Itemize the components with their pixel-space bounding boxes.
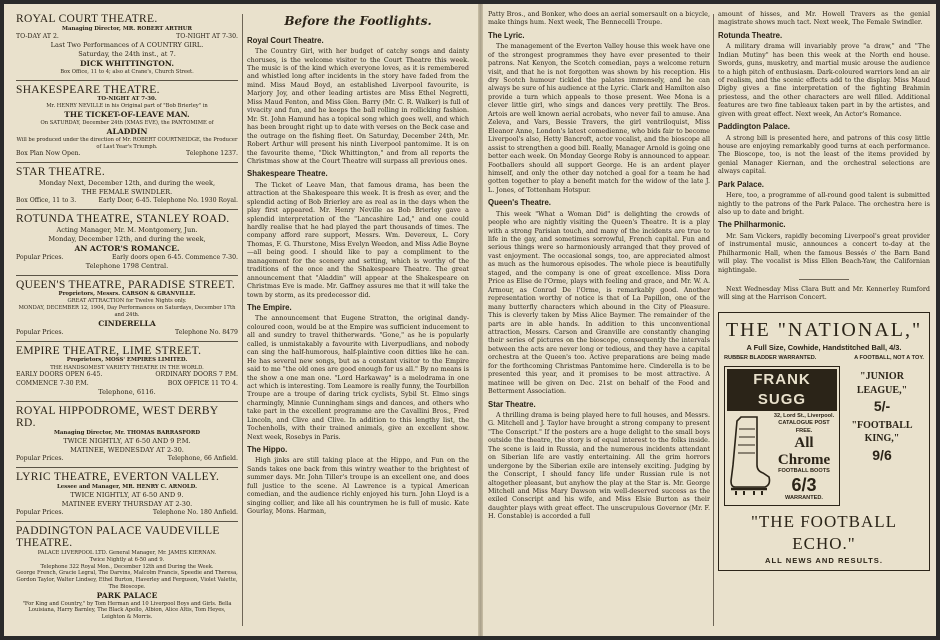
advert-line: Mr. HENRY NEVILLE in his Original part of "Bob Brierley" in [46,103,208,110]
advert-row-left: Popular Prices. [16,454,64,462]
advert-line: Managing Director, Mr. THOMAS BARRASFORD [53,429,201,436]
theatre-advert [16,402,238,468]
advert-line: Twice Nightly at 6-50 and 9. [89,556,165,563]
advert-line: Box Office, 11 to 4; also at Crane's, Church Street. [60,68,194,75]
review-heading: Shakespeare Theatre. [247,169,328,179]
advert-line: CINDERELLA [98,318,156,328]
theatre-name: ROYAL HIPPODROME, WEST DERBY RD. [16,404,219,430]
advert-line: DICK WHITTINGTON. [79,58,175,68]
page-fold [478,4,483,636]
review-heading: Rotunda Theatre. [718,30,783,40]
theatre-name: PADDINGTON PALACE VAUDEVILLE THEATRE. [16,524,220,550]
theatre-advert [16,81,238,164]
advert-row-right: Telephone No. 180 Anfield. [152,508,238,516]
advert-line: Managing Director, MR. ROBERT ARTHUR [62,25,192,32]
advert-chrome: All Chrome [777,435,831,468]
theatre-name: LYRIC THEATRE, EVERTON VALLEY. [16,470,220,483]
advert-line: MATINEE, WEDNESDAY AT 2-30. [70,445,184,454]
review-heading: Star Theatre. [488,399,536,409]
section-separator [799,279,849,280]
review-heading: The Lyric. [488,30,525,40]
advert-line: Saturday, the 24th inst., at 7. [78,49,176,58]
review-heading: The Hippo. [247,445,288,455]
advert-not-toy: A FOOTBALL, NOT A TOY. [854,355,924,362]
junior-league-price: 5/- [873,397,891,414]
advert-line: George French, Gracie Legral, The Darvins, Malcolm Francis, Speedie and Theresa, Gordon Taylor, Walter Lindsey, Ethel Burton, Haverley and Ferguson, Violet Valette, The Bioscope. [16,570,238,590]
advert-row-right: TO-NIGHT AT 7-30. [176,32,238,40]
advert-line: PALACE LIVERPOOL LTD. General Manager, Mr. JAMES KIERNAN. [37,550,217,556]
review-heading: Park Palace. [718,179,764,189]
advert-row-left: Popular Prices. [16,508,64,516]
advert-row-left: COMMENCE 7-30 P.M. [16,379,89,387]
frank-sugg-info [771,413,837,503]
advert-line: THE FEMALE SWINDLER. [81,188,173,197]
theatre-advert [16,522,238,625]
advert-line: Lessee and Manager, MR. HENRY C. ARNOLD. [56,483,198,490]
review-paragraph: This week "What a Woman Did" is delighting the crowds of people who are nightly visiting the Queen's Theatre. It is a play with a strong Parisian touch, and many of the incidents are true to life in the gay, and sometimes sorrowful, French capital. Fun and serious things were so harmoniously arranged that they proved of vast enjoyment. The occasional songs, too, are appreciated almost as much as the humorous episodes. The whole piece is beautifully staged, and the company is one of great excellence. Miss Dora Price as Elise de l'Orme, plays with feeling and grace, and Mr. W. A. Armour, as Conrad De l'Orme, is remarkably good. Another representation worthy of notice is that of La Papillon, one of the many butterfly characters which abound in the City of Pleasure. This is cleverly taken by Miss Alice Baymer. The remainder of the parts are in able hands. In addition to this unconventional attraction, Messrs. Carson and Granville are constantly changing their series of pictures on the bioscope, consequently the intervals between the acts are never long or tedious, and they have a capital orchestra at the Queen's too. Active preparations are being made for the forthcoming Christmas Pantomime here. Cinderella is to be presented this year, and it promises to be most attractive. A matinee will be given on Dec. 21st on behalf of the Food and Betterment Association. [488,209,710,396]
review-paragraph: The Ticket of Leave Man, that famous drama, has been the attraction at the Shakespeare this week. It is fresh as ever, and the splendid acting of Bob Brierley are as real as in the days when the play first appeared. Mr. Henry Neville as Bob Brierley gave a splendid interpretation of the "Lancashire Lad," and one could hardly realise that he had played the part thousands of times. The company afford rare support, Messrs. Wm. Devereux, L. Cory Thomas, F. G. Thurstone, Miss Evelyn Weedon, and Miss Adie Boyne—all being good. I should like to pay a compliment to the management for the scenery and setting, which is worthy of the traditions of the once and the Shakespeare Theatre. The great announcement that "Aladdin" will appear at the Shakespeare on Christmas Eve is made. Mr. Gaffney assures me that it will take the town by storm, as its predecessor did. [247,180,469,299]
continued-paragraph: Patty Bros., and Bonker, who does an aerial somersault on a bicycle, make things hum. Next week, The Bennecelli Troupe. [488,10,710,27]
frank-sugg-panel [724,366,840,505]
advert-row-right: BOX OFFICE 11 TO 4. [167,379,238,387]
review-heading: Royal Court Theatre. [247,35,324,45]
advert-line: THE HANDSOMEST VARIETY THEATRE IN THE WORLD. [50,364,204,371]
advert-national-title: THE "NATIONAL," [725,318,923,341]
advert-line: PARK PALACE [96,590,158,600]
advert-row-left: Box Office, 11 to 3. [16,196,77,204]
advert-line: Monday Next, December 12th, and during the week, [38,179,216,188]
advert-line: TO-NIGHT AT 7-30. [97,96,157,103]
theatre-listings-column [16,10,238,630]
football-king-label: "FOOTBALL KING," [851,420,913,445]
advert-line: Proprietors, MOSS' EMPIRES LIMITED. [66,357,188,364]
review-paragraph: A strong bill is presented here, and patrons of this cosy little house are enjoying remarkably good turns at each performance. The Bioscope, too, is not the least of the items provided by genial Manager Kiernan, and the orchestral selections are always capital. [718,133,930,176]
concert-note: Next Wednesday Miss Clara Butt and Mr. Kennerley Rumford will sing at the Harrison Concert. [718,285,930,302]
theatre-advert [16,276,238,342]
advert-guarantee-row [724,355,924,362]
advert-row-left: Popular Prices. [16,328,64,336]
theatre-name: EMPIRE THEATRE, LIME STREET. [16,344,202,357]
advert-line: MONDAY, DECEMBER 12, 1904, Day Performances on Saturdays, December 17th and 24th. [18,305,236,318]
theatre-advert [16,210,238,276]
frank-sugg-banner: FRANK SUGG [727,369,837,411]
advert-line: Will be produced under the direction of Mr. ROBERT COURTNEIDGE, the Producer of Last Year's Triumph. [16,136,238,150]
advert-line: On SATURDAY, December 24th (XMAS EVE), the PANTOMIME of [40,120,214,127]
theatre-advert [16,342,238,402]
football-boot-icon [727,413,771,497]
advert-row [16,455,238,463]
advert-line: THE TICKET-OF-LEAVE MAN. [64,110,190,120]
advert-row-left: Popular Prices. [16,253,64,261]
advert-line: Telephone 1798 Central. [85,261,169,270]
review-paragraph: The management of the Everton Valley house this week have one of the strongest programmes they have ever presented to their patrons. Nat Kenyon, the Scotch comedian, pays a welcome return visit, and that he is not forgotten was shown by his reception. His dry Scotch humour tickled the palates immensely, and he can always be sure of his audience at the Lyric. Clark and Hamilton also provide a turn which appeals to those present. Wee Mona is a clever little girl, who sings and dances very prettily. The Bros. Artois are well known aerial acrobats, who never fail to amuse. Ana Zeleva, and Vars, Bessie Travers, the girl ventriloquist, Miss Eleanor Anne, London's latest comedienne, who bids fair to become Liverpool's also, Hetty Bancroft, actor vocalist, and the bioscope all assist to strengthen a good bill. Really, Manager Arnold is going one better each week. On Monday George Roby is announced to appear. Footballers should all support George. He is an ardent player himself, and only the other day notched a goal for a team he had gotten together to play a benefit match for the widow of the late J. L. Jones, of Tottenham Hotspur. [488,42,710,194]
advert-line: Monday, December 12th, and during the week, [48,234,206,243]
advert-row [16,33,238,41]
advert-line: Telephone 322 Royal Mon., December 12th and During the Week. [40,563,214,570]
theatre-advert [16,10,238,81]
review-heading: The Philharmonic. [718,220,786,230]
theatre-advert [16,163,238,210]
reviews-column-1 [247,10,469,630]
ball-prices [840,366,924,505]
advert-line: Acting Manager, Mr. M. Montgomery, Jun. [56,225,198,234]
theatre-name: ROTUNDA THEATRE, STANLEY ROAD. [16,213,230,226]
theatre-advert [16,468,238,522]
review-heading: Paddington Palace. [718,122,790,132]
advert-row-right: Telephone, 66 Anfield. [167,454,238,462]
advert-line: Telephone, 6116. [98,387,156,396]
advert-row-left: EARLY DOORS OPEN 6-45. [16,371,103,379]
frank-sugg-body [727,413,837,503]
football-king-price: 9/6 [872,446,892,463]
advert-line: AN ACTOR'S ROMANCE. [74,243,180,253]
advert-line: TWICE NIGHTLY, AT 6-50 AND 9. [70,490,184,499]
review-heading: Queen's Theatre. [488,198,551,208]
advert-row-right: Telephone No. 8479 [175,328,238,336]
advert-warranted: RUBBER BLADDER WARRANTED. [724,355,817,362]
advert-row-right: ORDINARY DOORS 7 P.M. [155,371,238,379]
review-paragraph: The announcement that Eugene Stratton, the original dandy-coloured coon, would be at the Empire was sufficient inducement to all and sundry to travel thitherwards. "Gone," as he is popularly called, is unmistakably a favourite with Liverpudlians, and nobody can sing the half-humorous, half-plaintive coon ditties like he can. He has several new songs, but as a constant visitor to the Empire said to me "the old ones are good enough for us all." By no means is the show a one man one. "Lord Harkaway" is a melodrama in one act which is interesting. Tom Leamore is really funny, the Tourbillon Troupe are a troupe of daring trick cyclists, Sybil St. Elmo sings charmingly, Minnie Cunningham sings and dances, and others who take part in the excellent programme are the Cavallini Bros., Fred Lincoln, and Clive and Clive. In addition to this lengthy list, the Tochenholls, with their trained animals, give an excellent show. Next week, Rosebys in Paris. [247,314,469,441]
review-paragraph: Mr. Sam Vickers, rapidly becoming Liverpool's great provider of instrumental music, announces a concert to-day at the Philharmonic Hall, when the famous Bessés o' the Barn Band will play. The vocalist is Miss Ellen Beach-Yaw, the Californian nightingale. [718,231,930,274]
junior-league-label: "JUNIOR LEAGUE," [856,371,908,396]
review-paragraph: A military drama will invariably prove "a draw," and "The Indian Mutiny" has been this week at the North end house. Swords, guns, musketry, and martial music arouse the audience to a high pitch of enthusiasm. Dark-coloured warriors lend an air of realism, and the scenic effects add to the display. Miss Maud Digby gives a fine interpretation of the fighting Brahmin priestess, and the other characters are well filled. Additional features are two fine tableaux taken part in by the artistes, and given with great effect. Next week, An Actor's Romance. [718,42,930,118]
review-paragraph: The Country Girl, with her budget of catchy songs and dainty choruses, is the welcome visitor to the Court Theatre this week. The music is of the kind which everyone loves, as it is remembered and whistled long after incidents in the story have faded from the mind. Miss Maud Boyd, an established Liverpool favourite, is Marjory Joy, and other leading artistes are Miss Ethel Negretti, Miss Maud Fenton, and Miss Glen. Barry (Mr. C. R. Walker) is full of vivacity and fun, and he keeps the ball rolling in rollicking fashion. Mr. St. John Hamund has a topical song which goes well, and which has been brought right up to date with verses on the Beck case and the outrage on the fishing fleet. On Saturday, December 24th, Mr. Robert Arthur will present his ninth Liverpool pantomime. It is on the favourite theme, "Dick Whittington," and from all reports the Christmas show at the Court Theatre will surpass all previous ones. [247,47,469,165]
advert-row [16,254,238,262]
advert-line: Proprietors, Messrs. CARSON & GRANVILLE. [58,291,196,298]
frank-sugg-box [724,366,924,505]
advert-line: Last Two Performances of A COUNTRY GIRL. [50,40,204,49]
advert-line: MATINEE EVERY THURSDAY AT 2-30. [61,499,193,508]
football-advert [718,312,930,571]
advert-row-right: Telephone 1237. [186,150,238,158]
advert-line: TWICE NIGHTLY, AT 6-50 AND 9 P.M. [63,437,191,446]
advert-row [16,150,238,158]
review-heading: The Empire. [247,303,292,313]
advert-warranted-2: WARRANTED. [785,495,823,502]
advert-boots: FOOTBALL BOOTS [778,468,830,475]
advert-line: ALADDIN [106,126,148,136]
theatre-name: ROYAL COURT THEATRE. [16,13,158,25]
advert-catalogue: CATALOGUE POST FREE. [778,420,830,434]
theatre-name: SHAKESPEARE THEATRE. [16,83,160,96]
reviews-column-2 [488,10,710,630]
advert-national-subtitle: A Full Size, Cowhide, Handstitched Ball, 4/3. [746,343,902,353]
continued-paragraph: amount of hisses, and Mr. Howell Travers as the genial magistrate shows much tact. Next week, The Female Swindler. [718,10,930,27]
review-paragraph: A thrilling drama is being played here to full houses, and Messrs. G. Mitchell and J. Taylor have brought a strong company to present "The Conscript." If the posters are a huge delight to the small boys outside the theatre, the story is of equal interest to the folks inside. The scene is laid in Russia, and the numerous incidents attendant on Siberian life are vastly entertaining. All the grim horrors undergone by the Siberian exile are intensely exciting. Judging by the Conscript, I should fancy life under Russian rule is not altogether pleasant, but anyhow the play at the Star is. Mr. George Mitchell and Miss Mary Dawson win well-deserved success as the exiled Conscript and his wife, and Miss Elsie Burton as their daughter plays with great effect. The unscrupulous Governor (Mr. F. H. Constable) is accorded a full [488,410,710,521]
column-rule [242,14,243,626]
advert-boot-price: 6/3 [791,474,817,495]
newspaper-spread [4,4,936,636]
theatre-name: STAR THEATRE. [16,166,106,179]
advert-row [16,197,238,205]
reviews-column-3 [718,10,930,630]
advert-row-left: Box Plan Now Open. [16,150,81,158]
review-paragraph: High jinks are still taking place at the Hippo, and Fun on the Sands takes one back from this wintry weather to the brightest of summer days. Mr. John Tiller's troupe is an excellent one, and does full justice to the scene. Al Lawrence is a typical American comedian, and the audience richly enjoyed his turn. John Lloyd is a singing collier, and like all his countrymen he is full of music. Kate Gourlay, Mons. Harman, [247,456,469,516]
advert-address: 32, Lord St., Liverpool. [773,413,835,420]
advert-row-left: TO-DAY AT 2. [16,32,59,40]
advert-row [16,380,238,388]
advert-row-right: Early doors open 6-45. Commence 7-30. [111,253,238,261]
advert-row [16,509,238,517]
advert-row [16,329,238,337]
advert-line: "For King and Country," by Tom Herman and 10 Liverpool Boys and Girls. Bella Louisiana, Harry Barnley, The Black Apollo, Albion, Alice Altis, Tom Heyes, Leighton & Morris. [22,600,232,621]
football-echo-title: "THE FOOTBALL ECHO." [750,511,897,554]
football-echo-subtitle: ALL NEWS AND RESULTS. [765,555,883,565]
theatre-name: QUEEN'S THEATRE, PARADISE STREET. [16,278,236,291]
section-masthead: Before the Footlights. [284,14,432,28]
column-rule [713,14,714,626]
advert-row-right: Early Door, 6-45. Telephone No. 1930 Royal. [98,196,238,204]
review-paragraph: Here, too, a programme of all-round good talent is submitted nightly to the patrons of the Park Palace. The orchestra here is also up to date and bright. [718,191,930,216]
advert-line: GREAT ATTRACTION for Twelve Nights only. [67,298,187,305]
advert-row [16,371,238,379]
